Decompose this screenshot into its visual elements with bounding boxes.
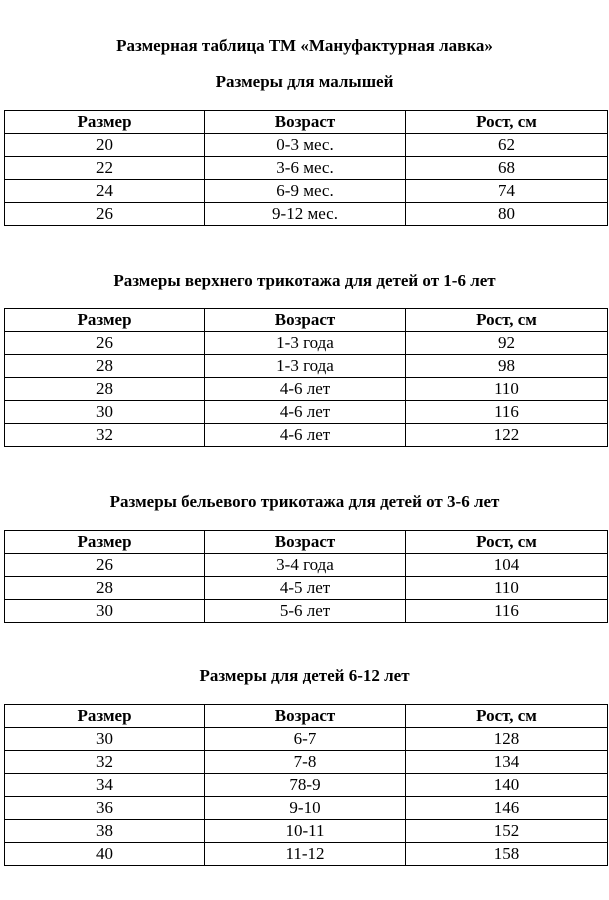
cell-height: 116	[406, 600, 608, 623]
header-size: Размер	[5, 309, 205, 332]
cell-size: 20	[5, 134, 205, 157]
cell-size: 36	[5, 797, 205, 820]
header-size: Размер	[5, 531, 205, 554]
cell-height: 140	[406, 774, 608, 797]
cell-height: 158	[406, 843, 608, 866]
header-height: Рост, см	[406, 111, 608, 134]
cell-age: 1-3 года	[205, 332, 406, 355]
table-row	[5, 355, 608, 378]
cell-age: 3-4 года	[205, 554, 406, 577]
cell-age: 4-6 лет	[205, 401, 406, 424]
cell-size: 40	[5, 843, 205, 866]
cell-age: 4-6 лет	[205, 424, 406, 447]
cell-size: 30	[5, 401, 205, 424]
cell-height: 74	[406, 180, 608, 203]
header-age: Возраст	[205, 531, 406, 554]
cell-age: 4-5 лет	[205, 577, 406, 600]
cell-height: 134	[406, 751, 608, 774]
cell-height: 62	[406, 134, 608, 157]
table-row	[5, 797, 608, 820]
cell-age: 6-9 мес.	[205, 180, 406, 203]
cell-size: 34	[5, 774, 205, 797]
cell-size: 26	[5, 332, 205, 355]
header-size: Размер	[5, 111, 205, 134]
cell-size: 28	[5, 355, 205, 378]
cell-size: 38	[5, 820, 205, 843]
cell-height: 128	[406, 728, 608, 751]
header-height: Рост, см	[406, 309, 608, 332]
section-heading: Размеры бельевого трикотажа для детей от 3-6 лет	[109, 492, 500, 511]
table-header-row	[5, 309, 608, 332]
size-table	[4, 308, 608, 447]
table-row	[5, 554, 608, 577]
cell-age: 6-7	[205, 728, 406, 751]
cell-size: 30	[5, 728, 205, 751]
table-row	[5, 774, 608, 797]
cell-size: 26	[5, 554, 205, 577]
cell-age: 7-8	[205, 751, 406, 774]
cell-height: 104	[406, 554, 608, 577]
table-row	[5, 424, 608, 447]
cell-age: 11-12	[205, 843, 406, 866]
cell-age: 9-10	[205, 797, 406, 820]
header-height: Рост, см	[406, 531, 608, 554]
cell-size: 26	[5, 203, 205, 226]
header-age: Возраст	[205, 111, 406, 134]
table-row	[5, 401, 608, 424]
header-age: Возраст	[205, 309, 406, 332]
cell-age: 10-11	[205, 820, 406, 843]
table-header-row	[5, 111, 608, 134]
section-heading: Размеры для детей 6-12 лет	[199, 666, 410, 685]
cell-height: 146	[406, 797, 608, 820]
cell-age: 9-12 мес.	[205, 203, 406, 226]
section-heading: Размеры верхнего трикотажа для детей от 1-6 лет	[113, 271, 496, 290]
cell-size: 28	[5, 577, 205, 600]
table-row	[5, 600, 608, 623]
cell-size: 24	[5, 180, 205, 203]
cell-size: 22	[5, 157, 205, 180]
cell-age: 3-6 мес.	[205, 157, 406, 180]
cell-age: 0-3 мес.	[205, 134, 406, 157]
header-age: Возраст	[205, 705, 406, 728]
size-table	[4, 704, 608, 866]
table-row	[5, 728, 608, 751]
table-row	[5, 157, 608, 180]
table-header-row	[5, 531, 608, 554]
size-table	[4, 110, 608, 226]
cell-height: 98	[406, 355, 608, 378]
cell-age: 78-9	[205, 774, 406, 797]
cell-size: 30	[5, 600, 205, 623]
section-heading: Размеры для малышей	[215, 72, 394, 91]
cell-size: 32	[5, 751, 205, 774]
cell-height: 68	[406, 157, 608, 180]
cell-height: 110	[406, 378, 608, 401]
table-row	[5, 751, 608, 774]
cell-age: 1-3 года	[205, 355, 406, 378]
cell-height: 110	[406, 577, 608, 600]
table-row	[5, 843, 608, 866]
cell-height: 92	[406, 332, 608, 355]
table-row	[5, 134, 608, 157]
cell-height: 116	[406, 401, 608, 424]
cell-height: 152	[406, 820, 608, 843]
header-size: Размер	[5, 705, 205, 728]
table-row	[5, 203, 608, 226]
table-row	[5, 332, 608, 355]
cell-age: 5-6 лет	[205, 600, 406, 623]
cell-size: 32	[5, 424, 205, 447]
header-height: Рост, см	[406, 705, 608, 728]
cell-age: 4-6 лет	[205, 378, 406, 401]
cell-height: 122	[406, 424, 608, 447]
table-header-row	[5, 705, 608, 728]
table-row	[5, 378, 608, 401]
table-row	[5, 577, 608, 600]
table-row	[5, 820, 608, 843]
cell-size: 28	[5, 378, 205, 401]
cell-height: 80	[406, 203, 608, 226]
size-table	[4, 530, 608, 623]
document-title: Размерная таблица ТМ «Мануфактурная лавка»	[116, 36, 493, 55]
table-row	[5, 180, 608, 203]
